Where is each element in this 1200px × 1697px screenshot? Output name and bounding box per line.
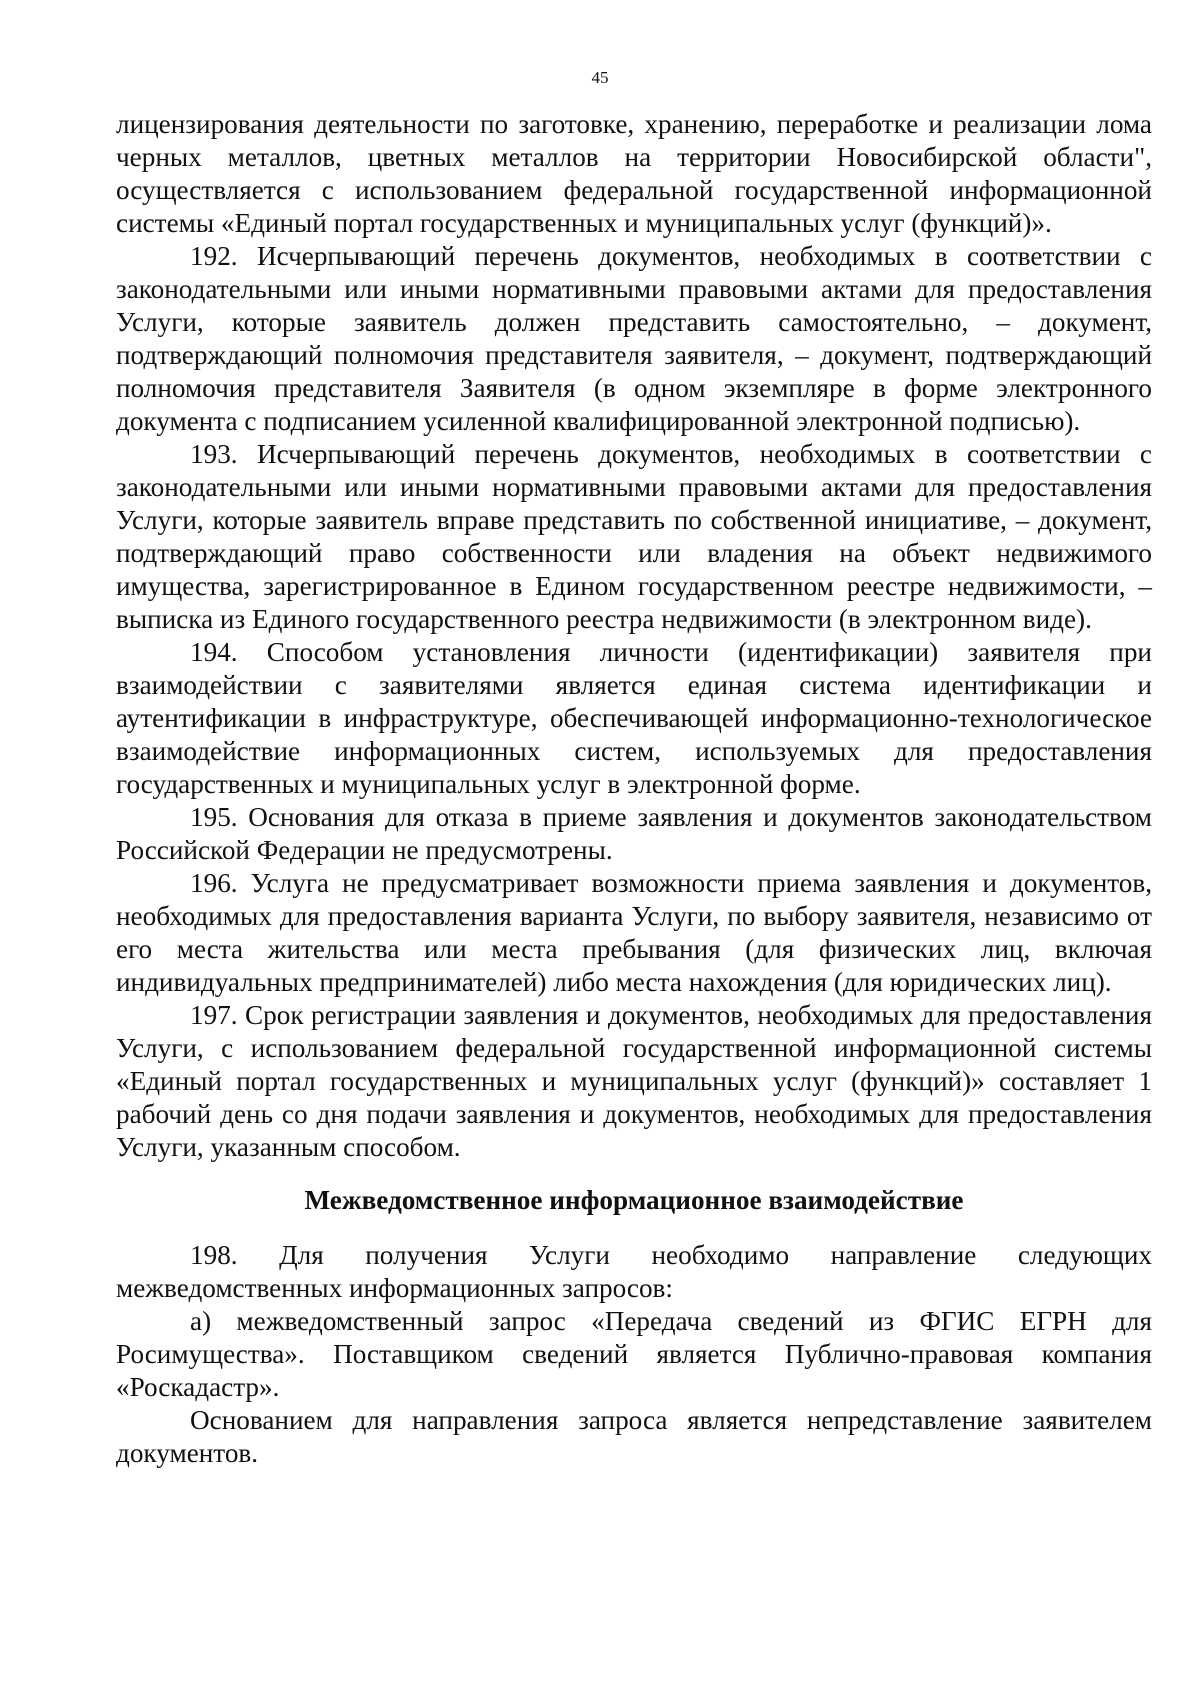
paragraph-198-item-a: а) межведомственный запрос «Передача сведений из ФГИС ЕГРН для Росимущества». Поставщиком сведений является Публично-правовая компания «Роскадастр». bbox=[116, 1306, 1152, 1402]
paragraph-195: 195. Основания для отказа в приеме заявления и документов законодательством Российской Федерации не предусмотрены. bbox=[116, 802, 1152, 865]
section-heading: Межведомственное информационное взаимодействие bbox=[304, 1185, 964, 1215]
paragraph-197: 197. Срок регистрации заявления и документов, необходимых для предоставления Услуги, с использованием федеральной государственной информационной системы «Единый портал государственных и муниципальных услуг (функций)» составляет 1 рабочий день со дня подачи заявления и документов, необходимых для предоставления Услуги, указанным способом. bbox=[116, 1000, 1152, 1162]
paragraph-196: 196. Услуга не предусматривает возможности приема заявления и документов, необходимых для предоставления варианта Услуги, по выбору заявителя, независимо от его места жительства или места пребывания (для физических лиц, включая индивидуальных предпринимателей) либо места нахождения (для юридических лиц). bbox=[116, 868, 1152, 997]
document-body bbox=[116, 108, 1152, 1470]
page-number: 45 bbox=[591, 68, 609, 87]
paragraph-198: 198. Для получения Услуги необходимо направление следующих межведомственных информационных запросов: bbox=[116, 1240, 1152, 1303]
paragraph-193: 193. Исчерпывающий перечень документов, необходимых в соответствии с законодательными или иными нормативными правовыми актами для предоставления Услуги, которые заявитель вправе представить по собственной инициативе, – документ, подтверждающий право собственности или владения на объект недвижимого имущества, зарегистрированное в Едином государственном реестре недвижимости, – выписка из Единого государственного реестра недвижимости (в электронном виде). bbox=[116, 439, 1152, 634]
paragraph-194: 194. Способом установления личности (идентификации) заявителя при взаимодействии с заявителями является единая система идентификации и аутентификации в инфраструктуре, обеспечивающей информационно-технологическое взаимодействие информационных систем, используемых для предоставления государственных и муниципальных услуг в электронной форме. bbox=[116, 637, 1152, 799]
paragraph-request-basis: Основанием для направления запроса является непредставление заявителем документов. bbox=[116, 1405, 1152, 1468]
paragraph-192: 192. Исчерпывающий перечень документов, необходимых в соответствии с законодательными или иными нормативными правовыми актами для предоставления Услуги, которые заявитель должен представить самостоятельно, – документ, подтверждающий полномочия представителя заявителя, – документ, подтверждающий полномочия представителя Заявителя (в одном экземпляре в форме электронного документа с подписанием усиленной квалифицированной электронной подписью). bbox=[116, 241, 1152, 436]
paragraph-continuation: лицензирования деятельности по заготовке, хранению, переработке и реализации лома черных металлов, цветных металлов на территории Новосибирской области", осуществляется с использованием федеральной государственной информационной системы «Единый портал государственных и муниципальных услуг (функций)». bbox=[116, 109, 1152, 238]
